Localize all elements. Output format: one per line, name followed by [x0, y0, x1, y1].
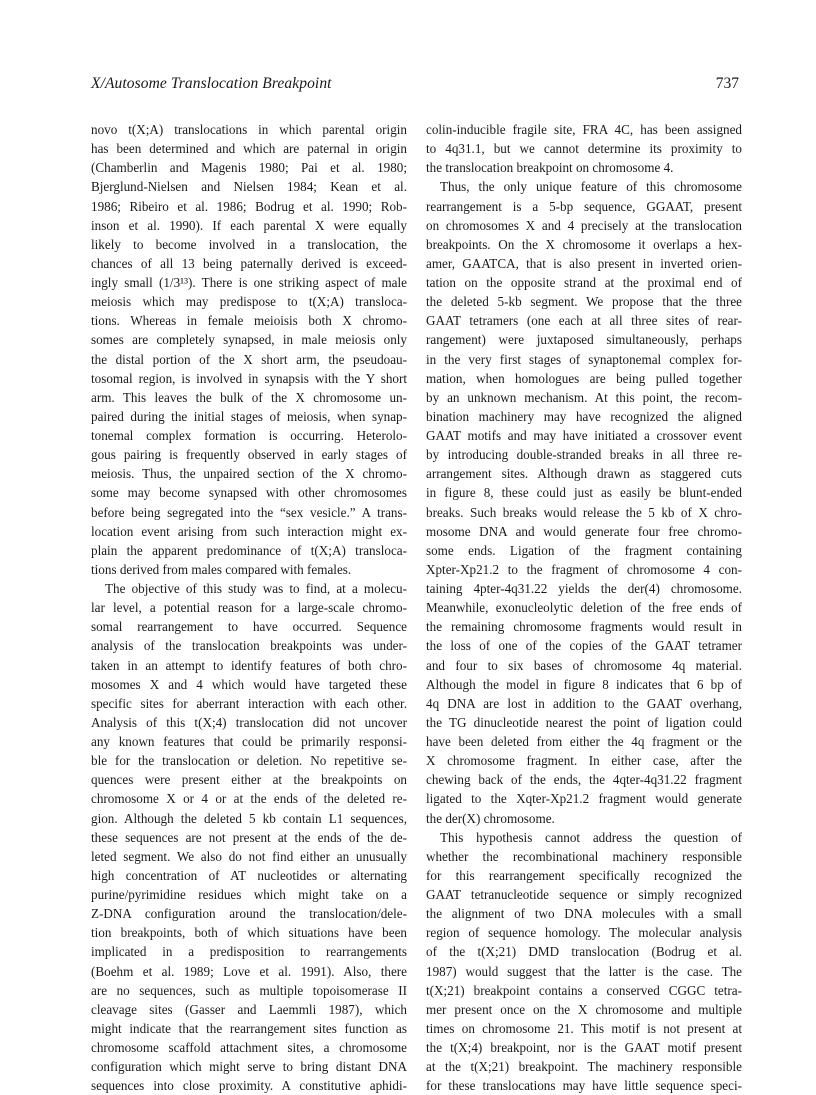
text-line: GAAT tetramers (one each at all three sites of rear-: [426, 313, 742, 329]
text-line: chances of all 13 being paternally derived is exceed-: [91, 255, 407, 271]
text-line: the TG dinucleotide nearest the point of ligation could: [426, 714, 742, 730]
text-line: likely to become involved in a translocation, the: [91, 236, 407, 252]
text-line: Xpter-Xp21.2 to the fragment of chromosome 4 con-: [426, 561, 742, 577]
text-line: some ends. Ligation of the fragment containing: [426, 542, 742, 558]
text-line: inson et al. 1990). If each parental X were equally: [91, 217, 407, 233]
text-line: plain the apparent predominance of t(X;A) transloca-: [91, 542, 407, 558]
text-line: the distal portion of the X short arm, the pseudoau-: [91, 351, 407, 367]
text-line: mation, when homologues are being pulled together: [426, 370, 742, 386]
text-line: Analysis of this t(X;4) translocation did not uncover: [91, 714, 407, 730]
text-line: configuration which might serve to bring distant DNA: [91, 1059, 407, 1075]
text-line: Z-DNA configuration around the translocation/dele-: [91, 906, 407, 922]
text-line: analysis of the translocation breakpoints was under-: [91, 638, 407, 654]
text-line: taining 4pter-4q31.22 yields the der(4) chromosome.: [426, 581, 742, 596]
text-line: tions derived from males compared with females.: [91, 561, 352, 577]
text-line: the deleted 5-kb segment. We propose that the three: [426, 294, 742, 310]
text-line: leted segment. We also do not find either an unusually: [91, 848, 407, 864]
text-line: before being segregated into the “sex vesicle.” A trans-: [91, 504, 407, 520]
text-line: breakpoints. On the X chromosome it overlaps a hex-: [426, 236, 742, 252]
right-text-column: [426, 120, 742, 1095]
text-line: rangement) were juxtaposed simultaneously, perhaps: [426, 332, 742, 348]
text-line: arrangement sites. Although drawn as staggered cuts: [426, 466, 742, 482]
text-line: Bjerglund-Nielsen and Nielsen 1984; Kean et al.: [91, 179, 407, 195]
text-line: (Chamberlin and Magenis 1980; Pai et al. 1980;: [91, 160, 407, 176]
text-line: 4q DNA are lost in addition to the GAAT overhang,: [426, 695, 742, 711]
text-line: mer present once on the X chromosome and multiple: [426, 1001, 742, 1017]
text-line: high concentration of AT nucleotides or alternating: [91, 867, 407, 883]
text-line: whether the recombinational machinery responsible: [426, 848, 742, 864]
text-line: t(X;21) breakpoint contains a conserved CGGC tetra-: [426, 982, 742, 998]
text-line: (Boehm et al. 1989; Love et al. 1991). Also, there: [91, 963, 407, 979]
text-line: the remaining chromosome fragments would result in: [426, 619, 742, 635]
text-line: and four to six bases of chromosome 4q material.: [426, 657, 742, 673]
text-line: are no sequences, such as multiple topoisomerase II: [91, 982, 407, 998]
text-line: by introducing double-stranded breaks in all three re-: [426, 447, 742, 463]
text-line: X chromosome fragment. In either case, after the: [426, 753, 742, 769]
text-line: specific sites for aberrant interaction with each other.: [91, 695, 407, 711]
text-line: ble for the translocation or deletion. No repetitive se-: [91, 753, 407, 769]
text-line: these sequences are not present at the ends of the de-: [91, 829, 407, 845]
text-line: chromosome scaffold attachment sites, a chromosome: [91, 1040, 407, 1055]
text-line: for these translocations may have little sequence speci-: [426, 1078, 742, 1094]
text-line: in the very first stages of synaptonemal complex for-: [426, 351, 742, 367]
text-line: taken in an attempt to identify features of both chro-: [91, 657, 407, 673]
text-line: region of sequence homology. The molecular analysis: [426, 925, 742, 941]
text-line: location event arising from such interaction might ex-: [91, 523, 407, 539]
text-line: GAAT motifs and may have initiated a crossover event: [426, 428, 742, 443]
text-line: arm. This leaves the bulk of the X chromosome un-: [91, 389, 407, 405]
text-line: tion breakpoints, both of which situations have been: [91, 925, 407, 941]
text-line: breaks. Such breaks would release the 5 kb of X chro-: [426, 504, 742, 520]
text-line: tation on the opposite strand at the proximal end of: [426, 275, 742, 290]
text-line: paired during the initial stages of meiosis, when synap-: [91, 408, 407, 424]
text-line: chewing back of the ends, the 4qter-4q31.22 fragment: [426, 772, 742, 788]
text-line: gion. Although the deleted 5 kb contain L1 sequences,: [91, 810, 407, 826]
text-line: lar level, a potential reason for a large-scale chromo-: [91, 600, 407, 616]
text-line: the t(X;4) breakpoint, nor is the GAAT motif present: [426, 1040, 742, 1055]
text-line: tonemal complex formation is occurring. Heterolo-: [91, 428, 407, 443]
text-line: rearrangement is a 5-bp sequence, GGAAT, present: [426, 198, 742, 214]
text-line: ligated to the Xqter-Xp21.2 fragment would generate: [426, 791, 742, 807]
text-line: the der(X) chromosome.: [426, 810, 555, 826]
text-line: meiosis which may predispose to t(X;A) transloca-: [91, 294, 407, 310]
text-line: 1987) would suggest that the latter is the case. The: [426, 963, 742, 979]
text-line: tions. Whereas in female meioisis both X chromo-: [91, 313, 407, 329]
text-line: The objective of this study was to find, at a molecu-: [105, 581, 407, 596]
text-line: colin-inducible fragile site, FRA 4C, has been assigned: [426, 122, 742, 137]
text-line: have been deleted from either the 4q fragment or the: [426, 734, 742, 749]
text-line: mosome DNA and would generate four free chromo-: [426, 523, 742, 539]
text-line: purine/pyrimidine residues which might take on a: [91, 887, 407, 902]
text-line: sequences into close proximity. A constitutive aphidi-: [91, 1078, 407, 1094]
text-line: amer, GAATCA, that is also present in inverted orien-: [426, 255, 742, 271]
text-line: for this rearrangement specifically recognized the: [426, 867, 742, 883]
text-line: somal rearrangement to have occurred. Sequence: [91, 619, 407, 635]
running-head: X/Autosome Translocation Breakpoint: [91, 75, 332, 92]
text-line: by an unknown mechanism. At this point, the recom-: [426, 389, 742, 405]
text-line: on chromosomes X and 4 precisely at the translocation: [426, 217, 742, 233]
text-line: Although the model in figure 8 indicates that 6 bp of: [426, 676, 742, 692]
text-line: chromosome X or 4 or at the ends of the deleted re-: [91, 791, 407, 807]
text-line: times on chromosome 21. This motif is not present at: [426, 1020, 742, 1036]
text-line: implicated in a predisposition to rearrangements: [91, 944, 407, 960]
text-line: the translocation breakpoint on chromosome 4.: [426, 160, 674, 176]
text-line: might indicate that the rearrangement sites function as: [91, 1020, 407, 1036]
text-line: meiosis. Thus, the unpaired section of the X chromo-: [91, 466, 407, 482]
text-line: gous pairing is frequently observed in early stages of: [91, 447, 407, 463]
text-line: Meanwhile, exonucleolytic deletion of the free ends of: [426, 600, 742, 616]
text-line: quences were present either at the breakpoints on: [91, 772, 407, 788]
text-line: mosomes X and 4 which would have targeted these: [91, 676, 407, 692]
text-line: bination machinery may have recognized the aligned: [426, 408, 742, 424]
text-line: any known features that could be primarily responsi-: [91, 734, 407, 749]
page-number: 737: [715, 75, 739, 92]
text-line: 1986; Ribeiro et al. 1986; Bodrug et al. 1990; Rob-: [91, 198, 407, 214]
text-line: at the t(X;21) breakpoint. The machinery responsible: [426, 1059, 742, 1075]
text-line: the alignment of two DNA molecules with a small: [426, 906, 742, 922]
text-line: GAAT tetranucleotide sequence or simply recognized: [426, 887, 742, 902]
text-line: somes are completely synapsed, in male meiosis only: [91, 332, 407, 348]
left-text-column: [91, 120, 407, 1095]
text-line: has been determined and which are paternal in origin: [91, 141, 407, 157]
text-line: in figure 8, these could just as easily be blunt-ended: [426, 485, 742, 501]
text-line: Thus, the only unique feature of this chromosome: [440, 179, 742, 195]
text-line: the loss of one of the copies of the GAAT tetramer: [426, 638, 742, 654]
text-line: to 4q31.1, but we cannot determine its proximity to: [426, 141, 742, 157]
text-line: cleavage sites (Gasser and Laemmli 1987), which: [91, 1001, 407, 1017]
text-line: ingly small (1/3¹³). There is one striking aspect of male: [91, 275, 407, 290]
text-line: novo t(X;A) translocations in which parental origin: [91, 122, 407, 137]
text-line: some may become synapsed with other chromosomes: [91, 485, 407, 501]
text-line: This hypothesis cannot address the question of: [440, 829, 742, 845]
text-line: of the t(X;21) DMD translocation (Bodrug et al.: [426, 944, 742, 960]
text-line: tosomal region, is involved in synapsis with the Y short: [91, 370, 407, 386]
